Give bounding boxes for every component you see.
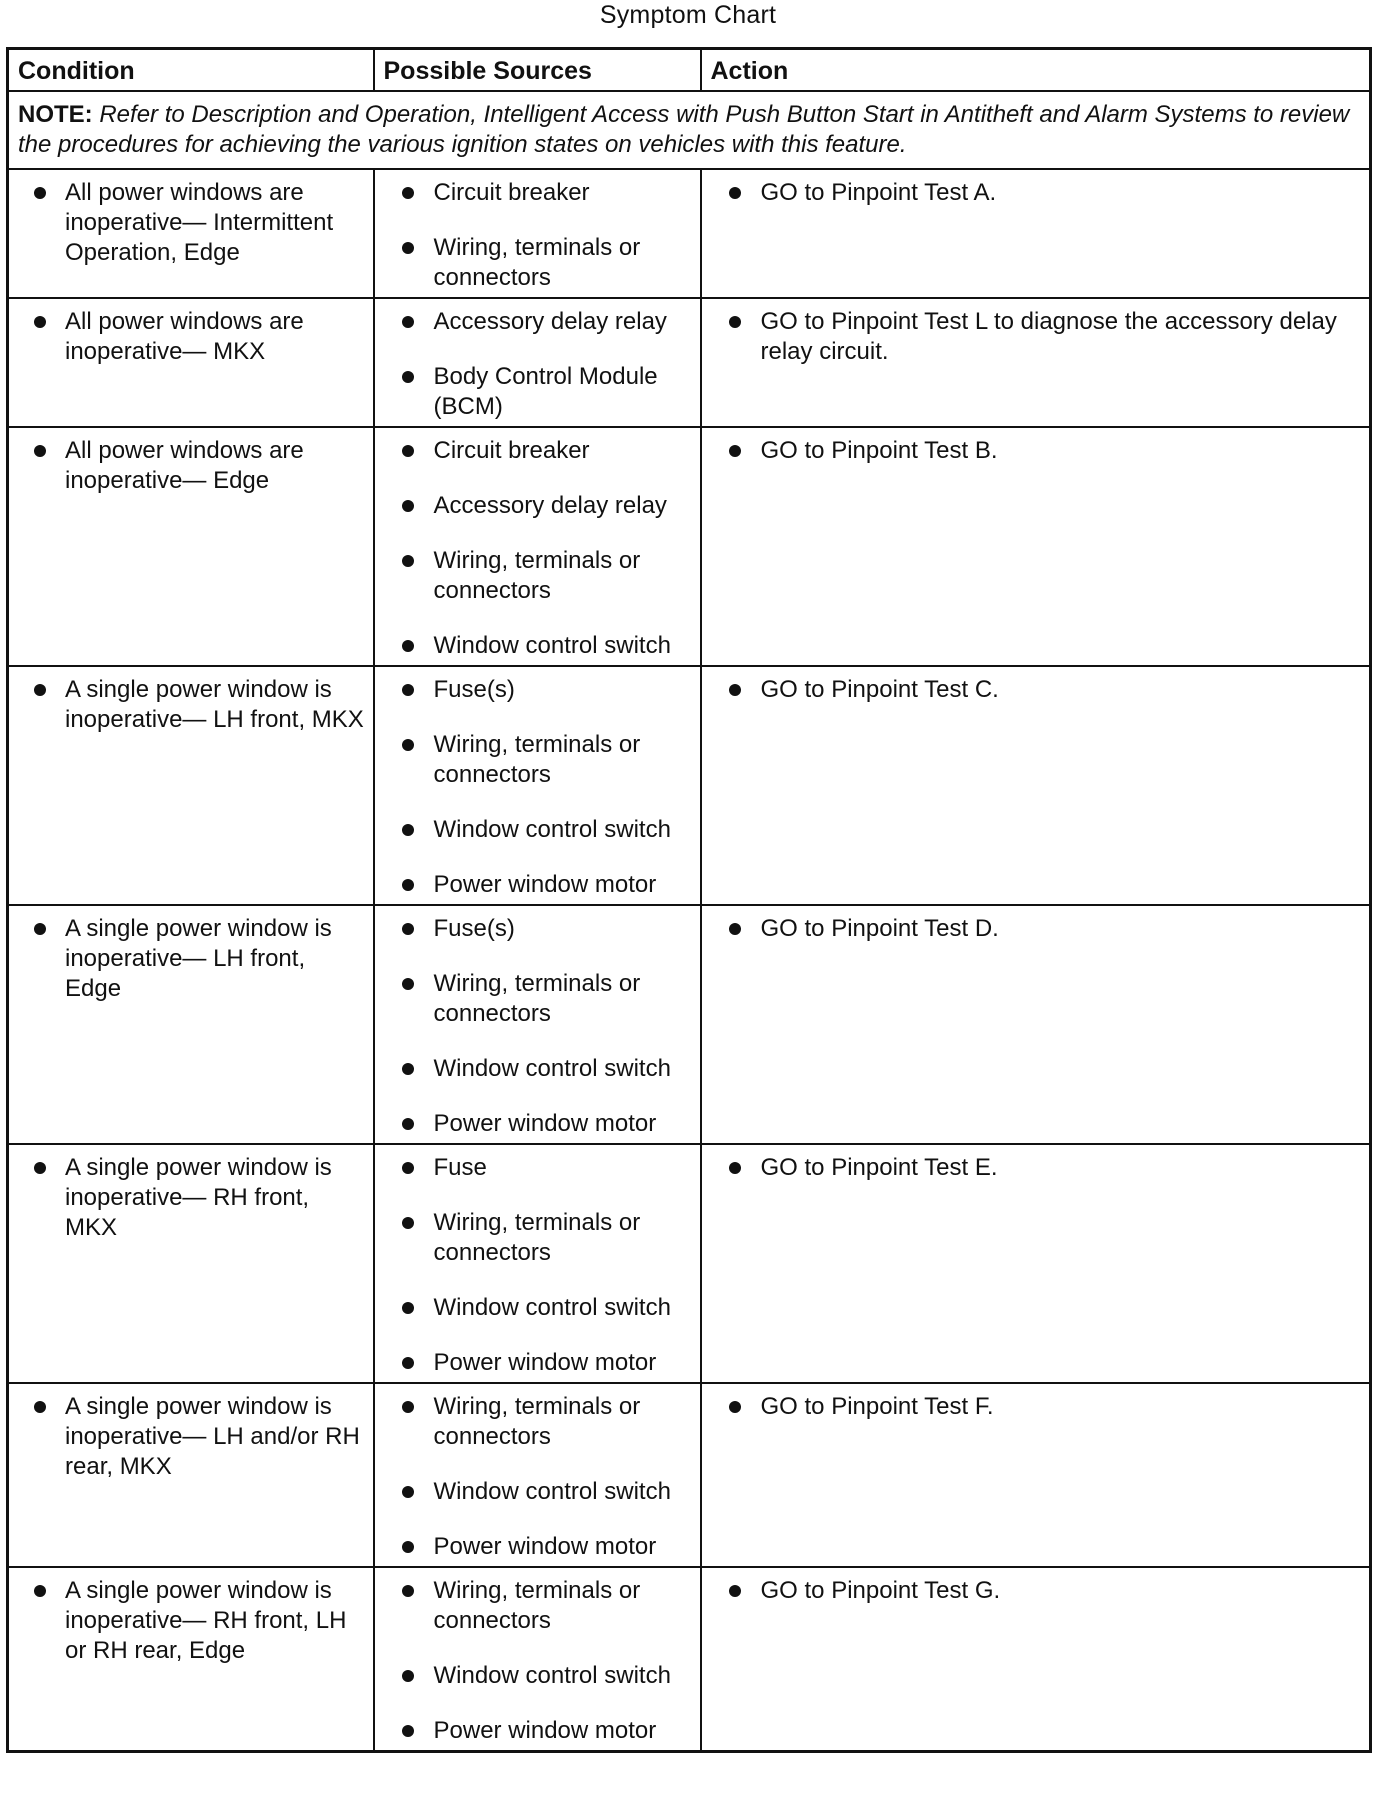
header-row [8, 49, 1371, 91]
bullet-icon [402, 879, 414, 891]
bullet-icon [402, 371, 414, 383]
bullet-icon [402, 1670, 414, 1682]
action-item-text: GO to Pinpoint Test F. [760, 1392, 994, 1420]
action-item [702, 1153, 1362, 1183]
source-item-text: Power window motor [433, 1716, 657, 1744]
possible-sources-cell [374, 666, 701, 905]
condition-item-text: All power windows are inoperative— Intermittent Operation, Edge [65, 178, 334, 266]
action-cell [701, 666, 1371, 905]
bullet-icon [729, 1585, 741, 1597]
bullet-icon [402, 1541, 414, 1553]
condition-item-text: A single power window is inoperative— RH front, MKX [65, 1153, 332, 1241]
bullet-icon [402, 500, 414, 512]
source-item-text: Power window motor [433, 1109, 657, 1137]
action-header: Action [701, 49, 1371, 91]
source-item [375, 1153, 692, 1183]
note-row [8, 91, 1371, 169]
bullet-icon [402, 1118, 414, 1130]
source-item [375, 1477, 692, 1507]
condition-item [9, 436, 365, 496]
source-item-text: Accessory delay relay [433, 491, 667, 519]
source-item-text: Power window motor [433, 1532, 657, 1560]
source-item-text: Window control switch [433, 815, 671, 843]
possible-sources-cell [374, 1383, 701, 1567]
condition-cell [8, 1144, 374, 1383]
source-item [375, 969, 692, 1029]
source-item-text: Circuit breaker [433, 436, 590, 464]
condition-cell [8, 298, 374, 427]
action-item-text: GO to Pinpoint Test B. [760, 436, 998, 464]
possible-sources-cell [374, 298, 701, 427]
condition-item [9, 914, 365, 1004]
source-item-text: Power window motor [433, 870, 657, 898]
action-cell [701, 1383, 1371, 1567]
source-item [375, 1348, 692, 1378]
bullet-icon [402, 316, 414, 328]
source-item-text: Window control switch [433, 631, 671, 659]
condition-item [9, 675, 365, 735]
action-item [702, 307, 1362, 367]
source-item-text: Fuse(s) [433, 675, 515, 703]
bullet-icon [729, 445, 741, 457]
source-item [375, 491, 692, 521]
source-item [375, 914, 692, 944]
bullet-icon [34, 1401, 46, 1413]
source-item-text: Window control switch [433, 1054, 671, 1082]
source-item [375, 178, 692, 208]
condition-cell [8, 169, 374, 298]
bullet-icon [402, 1217, 414, 1229]
action-item [702, 675, 1362, 705]
action-item [702, 1576, 1362, 1606]
source-item-text: Wiring, terminals or connectors [433, 730, 641, 788]
bullet-icon [729, 1162, 741, 1174]
table-row [8, 427, 1371, 666]
bullet-icon [402, 242, 414, 254]
source-item-text: Window control switch [433, 1661, 671, 1689]
condition-cell [8, 1383, 374, 1567]
bullet-icon [402, 640, 414, 652]
source-item-text: Wiring, terminals or connectors [433, 233, 641, 291]
bullet-icon [402, 187, 414, 199]
condition-cell [8, 427, 374, 666]
condition-cell [8, 1567, 374, 1752]
action-item-text: GO to Pinpoint Test D. [760, 914, 999, 942]
condition-item-text: All power windows are inoperative— Edge [65, 436, 304, 494]
condition-item [9, 1392, 365, 1482]
action-cell [701, 905, 1371, 1144]
action-cell [701, 1567, 1371, 1752]
table-row [8, 1567, 1371, 1752]
source-item [375, 307, 692, 337]
action-cell [701, 1144, 1371, 1383]
condition-item [9, 178, 365, 268]
bullet-icon [34, 923, 46, 935]
source-item-text: Window control switch [433, 1293, 671, 1321]
action-item [702, 914, 1362, 944]
source-item [375, 1293, 692, 1323]
bullet-icon [402, 978, 414, 990]
source-item-text: Window control switch [433, 1477, 671, 1505]
possible-sources-cell [374, 1144, 701, 1383]
possible-sources-cell [374, 427, 701, 666]
source-item-text: Wiring, terminals or connectors [433, 1208, 641, 1266]
source-item [375, 1576, 692, 1636]
action-item-text: GO to Pinpoint Test A. [760, 178, 997, 206]
bullet-icon [34, 187, 46, 199]
source-item-text: Wiring, terminals or connectors [433, 1392, 641, 1450]
source-item [375, 870, 692, 900]
table-row [8, 298, 1371, 427]
source-item [375, 1208, 692, 1268]
possible-sources-cell [374, 1567, 701, 1752]
action-item-text: GO to Pinpoint Test G. [760, 1576, 1001, 1604]
possible-sources-cell [374, 169, 701, 298]
source-item-text: Power window motor [433, 1348, 657, 1376]
symptom-table [6, 47, 1372, 1753]
source-item [375, 631, 692, 661]
action-cell [701, 169, 1371, 298]
source-item-text: Fuse(s) [433, 914, 515, 942]
action-item-text: GO to Pinpoint Test C. [760, 675, 999, 703]
source-item [375, 1392, 692, 1452]
source-item-text: Wiring, terminals or connectors [433, 1576, 641, 1634]
bullet-icon [729, 187, 741, 199]
bullet-icon [34, 1162, 46, 1174]
possible-sources-header: Possible Sources [374, 49, 701, 91]
bullet-icon [402, 1302, 414, 1314]
bullet-icon [729, 923, 741, 935]
bullet-icon [402, 1486, 414, 1498]
source-item-text: Body Control Module (BCM) [433, 362, 658, 420]
source-item [375, 546, 692, 606]
condition-item-text: A single power window is inoperative— RH front, LH or RH rear, Edge [65, 1576, 347, 1664]
condition-cell [8, 666, 374, 905]
source-item-text: Fuse [433, 1153, 487, 1181]
action-item-text: GO to Pinpoint Test L to diagnose the accessory delay relay circuit. [760, 307, 1337, 365]
note-text: Refer to Description and Operation, Intelligent Access with Push Button Start in Antitheft and Alarm Systems to review the procedures for achieving the various ignition states on vehicles with this feature. [18, 100, 1350, 158]
condition-cell [8, 905, 374, 1144]
bullet-icon [729, 684, 741, 696]
table-row [8, 1383, 1371, 1567]
action-item [702, 1392, 1362, 1422]
bullet-icon [402, 824, 414, 836]
condition-item-text: A single power window is inoperative— LH and/or RH rear, MKX [65, 1392, 360, 1480]
table-row [8, 1144, 1371, 1383]
bullet-icon [402, 923, 414, 935]
source-item [375, 815, 692, 845]
source-item [375, 1109, 692, 1139]
source-item-text: Wiring, terminals or connectors [433, 969, 641, 1027]
bullet-icon [402, 1162, 414, 1174]
bullet-icon [729, 1401, 741, 1413]
source-item [375, 436, 692, 466]
action-item [702, 436, 1362, 466]
action-item-text: GO to Pinpoint Test E. [760, 1153, 998, 1181]
bullet-icon [402, 445, 414, 457]
bullet-icon [34, 445, 46, 457]
source-item-text: Wiring, terminals or connectors [433, 546, 641, 604]
bullet-icon [34, 1585, 46, 1597]
condition-header: Condition [8, 49, 374, 91]
bullet-icon [402, 1401, 414, 1413]
action-item [702, 178, 1362, 208]
source-item-text: Circuit breaker [433, 178, 590, 206]
source-item [375, 730, 692, 790]
source-item-text: Accessory delay relay [433, 307, 667, 335]
source-item [375, 362, 692, 422]
condition-item [9, 1153, 365, 1243]
condition-item [9, 307, 365, 367]
source-item [375, 1054, 692, 1084]
table-row [8, 666, 1371, 905]
source-item [375, 1661, 692, 1691]
bullet-icon [729, 316, 741, 328]
bullet-icon [402, 739, 414, 751]
condition-item [9, 1576, 365, 1666]
bullet-icon [402, 1725, 414, 1737]
action-cell [701, 427, 1371, 666]
table-row [8, 169, 1371, 298]
note-cell [8, 91, 1371, 169]
bullet-icon [402, 1063, 414, 1075]
bullet-icon [34, 684, 46, 696]
condition-item-text: A single power window is inoperative— LH front, Edge [65, 914, 332, 1002]
action-cell [701, 298, 1371, 427]
bullet-icon [402, 555, 414, 567]
condition-item-text: All power windows are inoperative— MKX [65, 307, 304, 365]
bullet-icon [402, 684, 414, 696]
chart-title: Symptom Chart [599, 1, 777, 29]
source-item [375, 1532, 692, 1562]
bullet-icon [34, 316, 46, 328]
source-item [375, 1716, 692, 1746]
source-item [375, 233, 692, 293]
table-row [8, 905, 1371, 1144]
bullet-icon [402, 1357, 414, 1369]
note-label: NOTE: [18, 100, 93, 128]
condition-item-text: A single power window is inoperative— LH front, MKX [65, 675, 364, 733]
source-item [375, 675, 692, 705]
possible-sources-cell [374, 905, 701, 1144]
bullet-icon [402, 1585, 414, 1597]
